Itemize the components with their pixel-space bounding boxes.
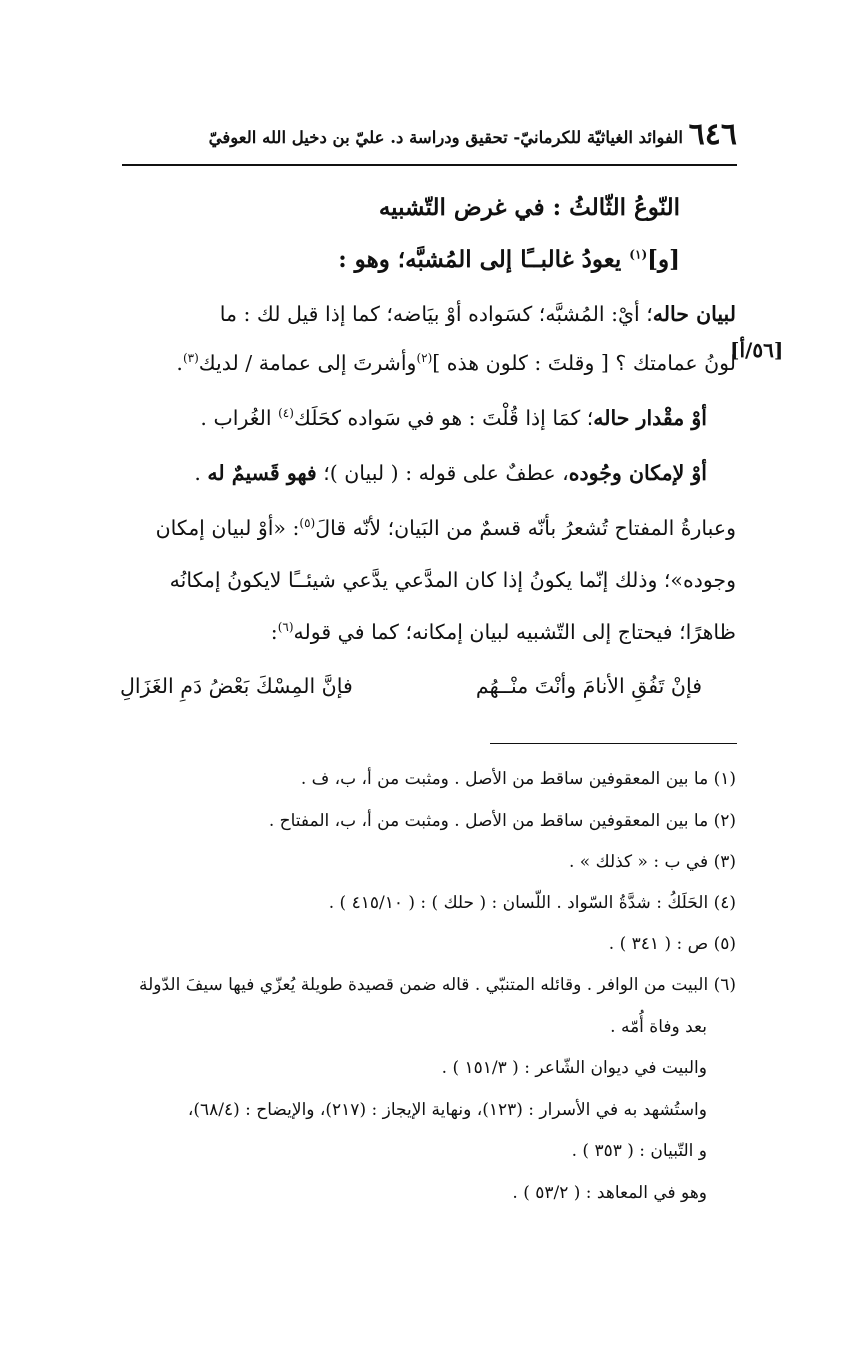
line-text: وعبارةُ المفتاح تُشعرُ بأنّه قسمٌ من البَيان؛ لأنّه قالَ: [315, 516, 736, 540]
footnote-ref: (٦): [277, 620, 294, 635]
line-text: لونُ عمامتك ؟ [ وقلتَ : كلون هذه ]: [432, 351, 736, 375]
line-text: .: [176, 351, 183, 375]
bold-term: أوْ مقْدار حاله: [593, 406, 707, 430]
paragraph-line-3: [200, 398, 707, 438]
section-heading: [379, 188, 680, 228]
verse-first-hemistich: فإنْ تَفُقِ الأنامَ وأنْتَ منْــهُم: [475, 674, 702, 698]
footnote-6-maahid: وهو في المعاهد : ( ٥٣/٢ ) .: [512, 1183, 707, 1203]
footnote-6-tibyan: و التّبيان : ( ٣٥٣ ) .: [571, 1141, 707, 1161]
line-text: وأشرتَ إلى عمامة / لديك: [198, 351, 417, 375]
paragraph-line-4: [194, 453, 707, 493]
footnote-6: (٦) البيت من الوافر . وقائله المتنبّي . قاله ضمن قصيدة طويلة يُعزّي فيها سيفَ الدّولة: [139, 975, 736, 995]
line-text: .: [194, 461, 208, 485]
footnote-1: (١) ما بين المعقوفين ساقط من الأصل . ومثبت من أ، ب، ف .: [300, 769, 736, 789]
paragraph-line-1: [220, 294, 736, 334]
footnote-6-citations: واستُشهد به في الأسرار : (١٢٣)، ونهاية الإيجاز : (٢١٧)، والإيضاح : (٦٨/٤)،: [187, 1100, 707, 1120]
footnote-ref: (٢): [416, 351, 433, 366]
footnote-separator: [490, 743, 737, 744]
line-text: الغُراب .: [200, 406, 279, 430]
footnote-ref: (٥): [299, 516, 316, 531]
bold-term: فهو قَسيمٌ له: [207, 461, 317, 485]
bracket-text: [و]: [647, 246, 680, 273]
subheading-text: يعودُ غالبــًا إلى المُشبَّه؛ وهو :: [338, 246, 630, 273]
paragraph-line-7: [271, 612, 736, 652]
footnote-5: (٥) ص : ( ٣٤١ ) .: [608, 934, 736, 954]
footnote-6-continuation: بعد وفاة أُمّه .: [610, 1017, 707, 1037]
subheading-line: [338, 240, 680, 280]
footnote-6-diwan: والبيت في ديوان الشّاعر : ( ١٥١/٣ ) .: [441, 1058, 707, 1078]
footnote-ref: (٣): [182, 351, 199, 366]
footnote-2: (٢) ما بين المعقوفين ساقط من الأصل . ومثبت من أ، ب، المفتاح .: [268, 811, 736, 831]
bold-term: أوْ لإمكان وجُوده: [568, 461, 707, 485]
bold-term: لبيان حاله: [652, 302, 736, 326]
paragraph-line-2: [176, 343, 736, 383]
footnote-ref: (٤): [278, 406, 294, 421]
line-text: ؛ كمَا إذا قُلْتَ : هو في سَواده كحَلَك: [293, 406, 594, 430]
line-text: : «أوْ لبيان إمكان: [155, 516, 300, 540]
line-text: :: [270, 620, 278, 644]
footnote-ref: (١): [629, 247, 648, 262]
page-number: ٦٤٦: [688, 117, 737, 152]
manuscript-folio-marker: [٥٦/أ]: [730, 338, 784, 362]
heading-text: النّوعُ الثّالثُ : في غرض التّشبيه: [378, 194, 680, 221]
footnote-3: (٣) في ب : « كذلك » .: [569, 852, 736, 872]
verse-second-hemistich: فإنَّ المِسْكَ بَعْضُ دَمِ الغَزَالِ: [120, 674, 353, 698]
running-title: الفوائد الغياثيّة للكرمانيّ- تحقيق ودراسة د. عليّ بن دخيل الله العوفيّ: [208, 128, 683, 147]
line-text: ظاهرًا؛ فيحتاج إلى التّشبيه لبيان إمكانه؛ كما في قوله: [293, 620, 736, 644]
line-text: وجوده»؛ وذلك إنّما يكونُ إذا كان المدَّعي يدَّعي شيئــًا لايكونُ إمكانُه: [169, 568, 736, 592]
line-text: ، عطفٌ على قوله : ( لبيان )؛: [316, 461, 569, 485]
page-header: [122, 118, 737, 158]
paragraph-line-6: [170, 560, 736, 600]
footnote-4: (٤) الحَلَكُ : شدَّةُ السّواد . اللّسان : ( حلك ) : ( ٤١٥/١٠ ) .: [328, 893, 736, 913]
paragraph-line-5: [156, 508, 736, 548]
line-text: ؛ أيْ: المُشبَّه؛ كسَواده أوْ بيَاضه؛ كما إذا قيل لك : ما: [219, 302, 653, 326]
header-rule: [122, 164, 737, 166]
